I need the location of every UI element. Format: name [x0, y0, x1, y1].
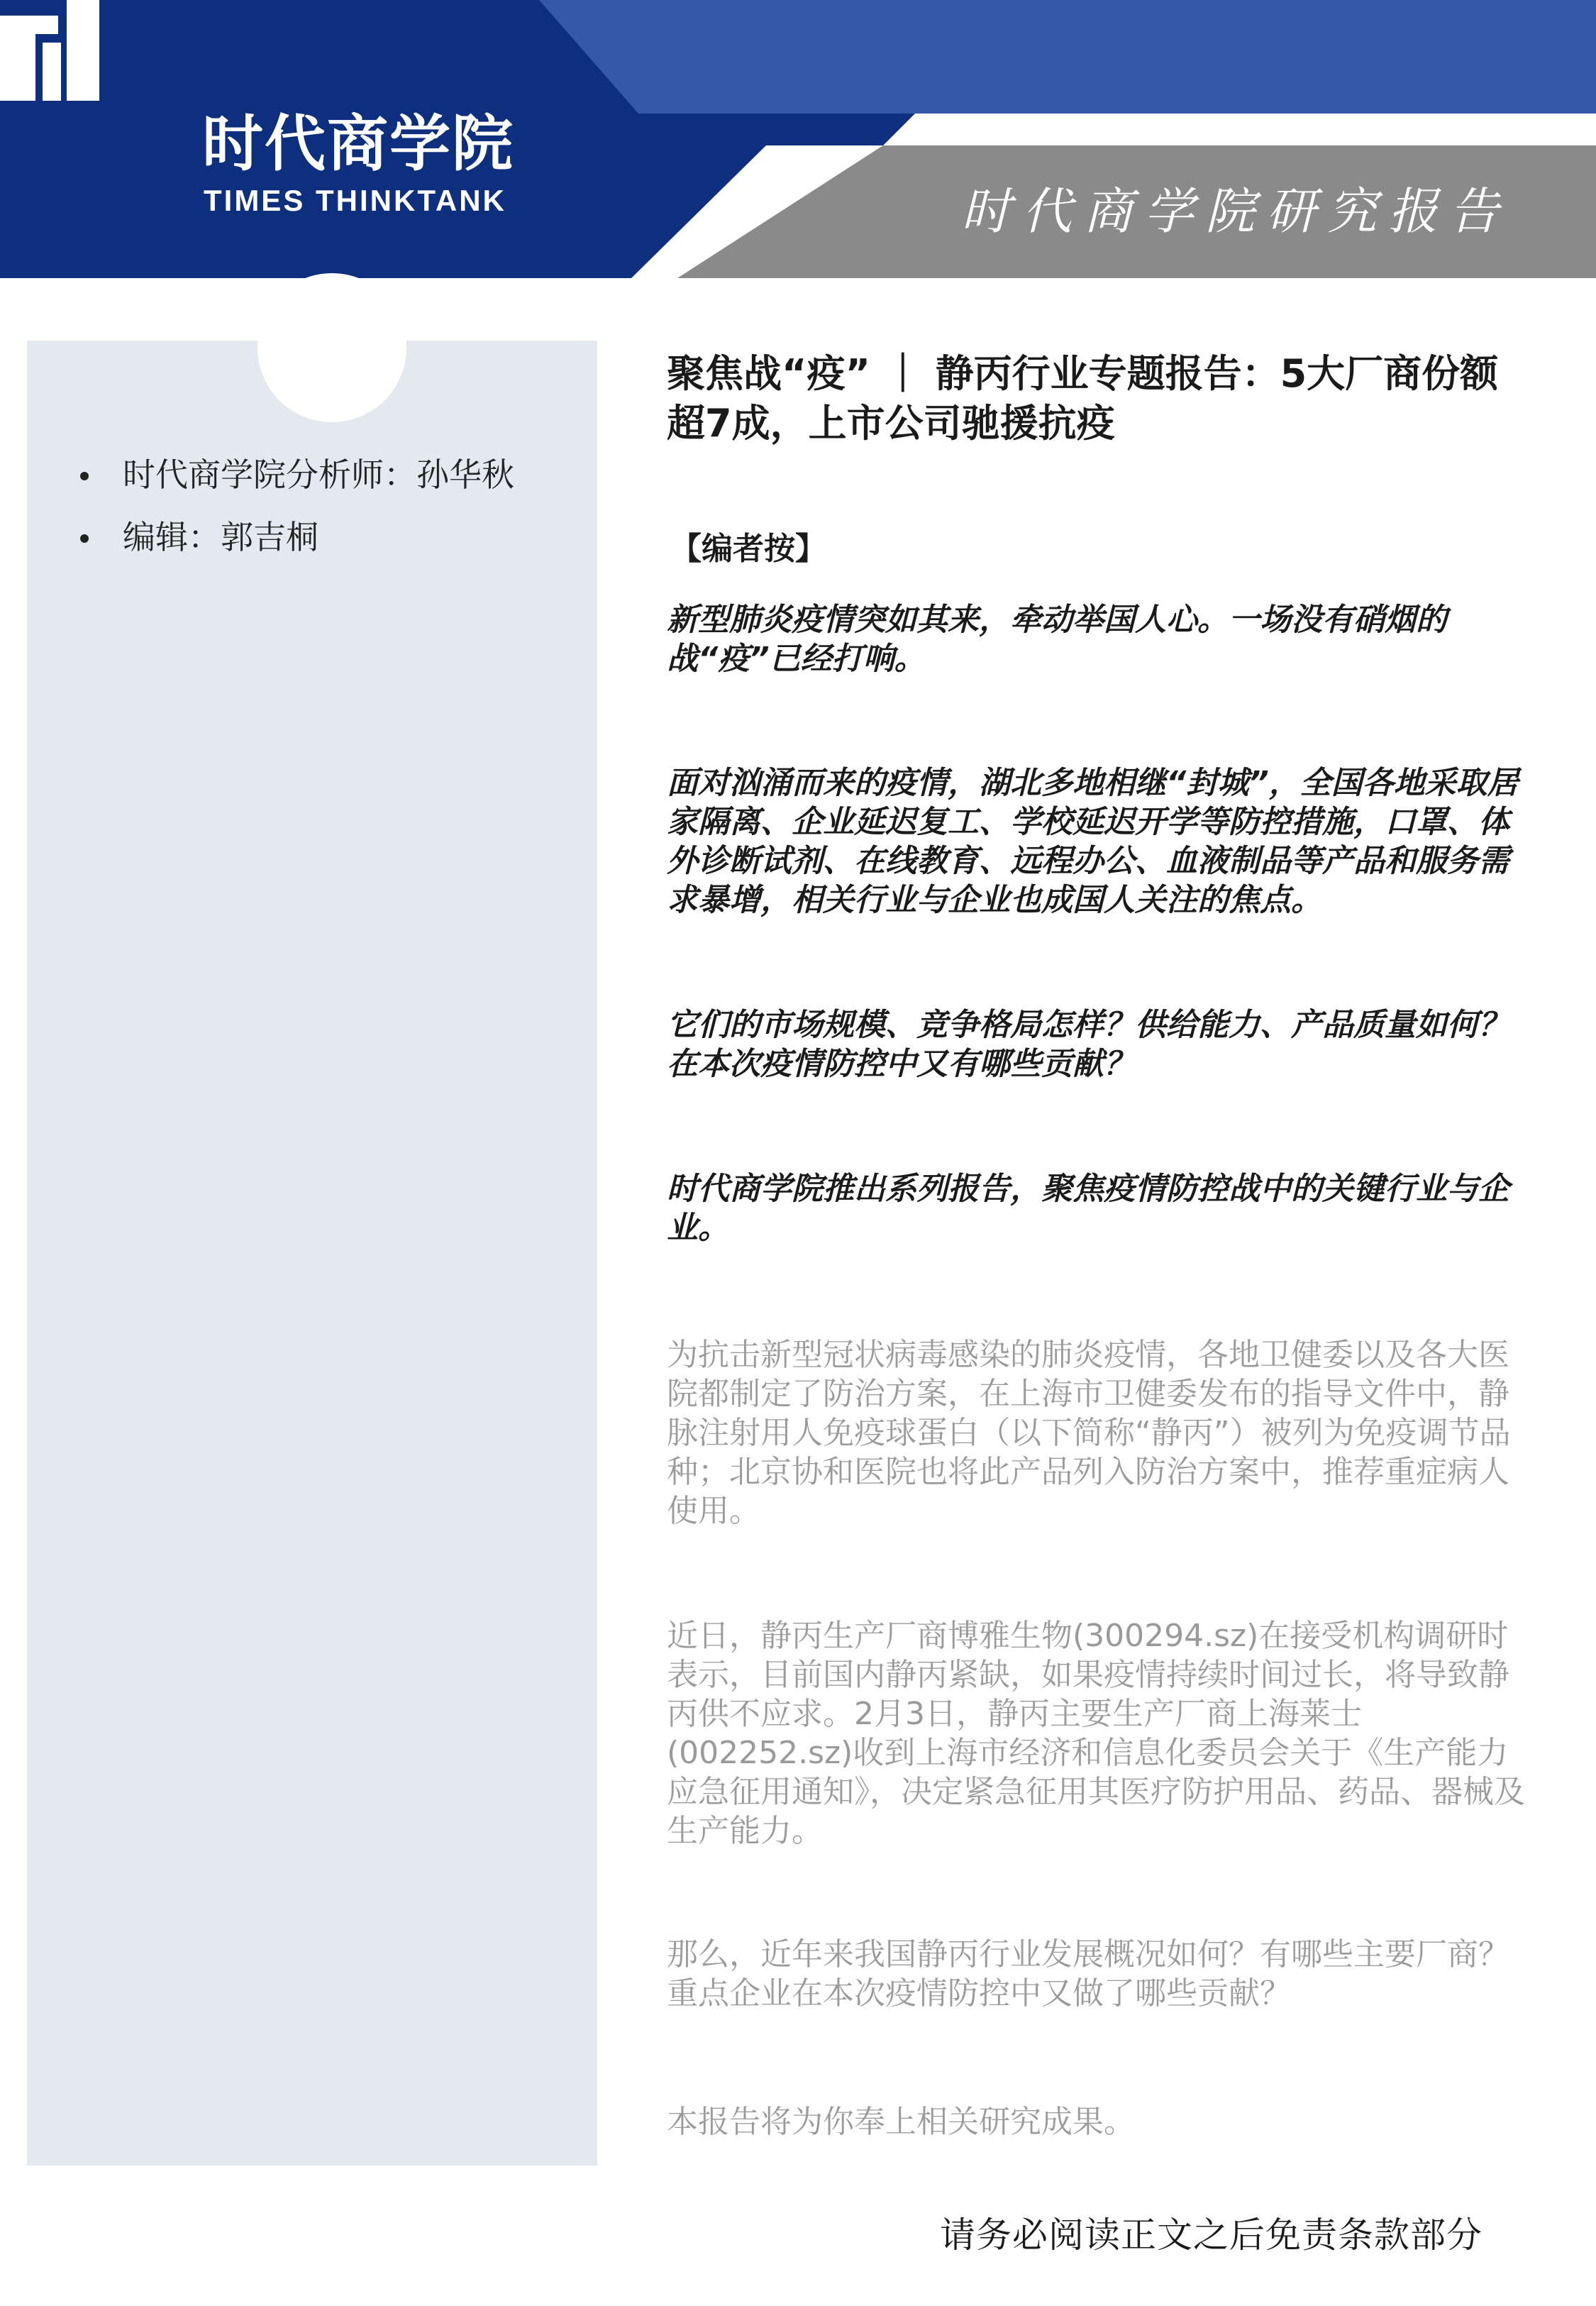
body-paragraph: 为抗击新型冠状病毒感染的肺炎疫情，各地卫健委以及各大医院都制定了防治方案，在上海市卫健委发布的指导文件中，静脉注射用人免疫球蛋白（以下简称“静丙”）被列为免疫调节品种；北京协和医院也将此产品列入防治方案中，推荐重症病人使用。: [667, 1337, 1511, 1529]
body-paragraph: 那么，近年来我国静丙行业发展概况如何？有哪些主要厂商？重点企业在本次疫情防控中又做了哪些贡献？: [667, 1936, 1509, 2012]
credits-list: [77, 458, 514, 583]
lede-paragraph: 面对汹涌而来的疫情，湖北多地相继“封城”，全国各地采取居家隔离、企业延迟复工、学校延迟开学等防控措施，口罩、体外诊断试剂、在线教育、远程办公、血液制品等产品和服务需求暴增，相关行业与企业也成国人关注的焦点。: [667, 765, 1519, 918]
editor-credit: 编辑：郭吉桐: [77, 520, 514, 554]
body-paragraph: 本报告将为你奉上相关研究成果。: [667, 2104, 1135, 2140]
lede-paragraph: 新型肺炎疫情突如其来，牵动举国人心。一场没有硝烟的战“疫”已经打响。: [667, 602, 1447, 677]
lede-paragraph: 它们的市场规模、竞争格局怎样？供给能力、产品质量如何？在本次疫情防控中又有哪些贡献？: [667, 1007, 1509, 1082]
logo-chinese-name: 时代商学院: [202, 109, 514, 180]
editor-note-heading: 【编者按】: [670, 531, 826, 567]
sidebar-notch: [257, 273, 406, 422]
logo-mark-icon: [0, 0, 99, 101]
author-sidebar: [27, 341, 597, 2166]
report-header: [0, 0, 1596, 284]
disclaimer-footer: 请务必阅读正文之后免责条款部分: [940, 2214, 1483, 2256]
lede-paragraph: 时代商学院推出系列报告，聚焦疫情防控战中的关键行业与企业。: [667, 1171, 1509, 1246]
report-series-title: 时代商学院研究报告: [961, 182, 1510, 241]
logo-english-name: TIMES THINKTANK: [204, 184, 506, 217]
analyst-credit: 时代商学院分析师：孙华秋: [77, 458, 514, 492]
report-title: 聚焦战“疫” ｜ 静丙行业专题报告：5大厂商份额超7成，上市公司驰援抗疫: [667, 351, 1499, 446]
body-paragraph: 近日，静丙生产厂商博雅生物(300294.sz)在接受机构调研时表示，目前国内静丙紧缺，如果疫情持续时间过长，将导致静丙供不应求。2月3日，静丙主要生产厂商上海莱士(002252.sz)收到上海市经济和信息化委员会关于《生产能力应急征用通知》，决定紧急征用其医疗防护用品、药品、器械及生产能力。: [667, 1618, 1525, 1849]
